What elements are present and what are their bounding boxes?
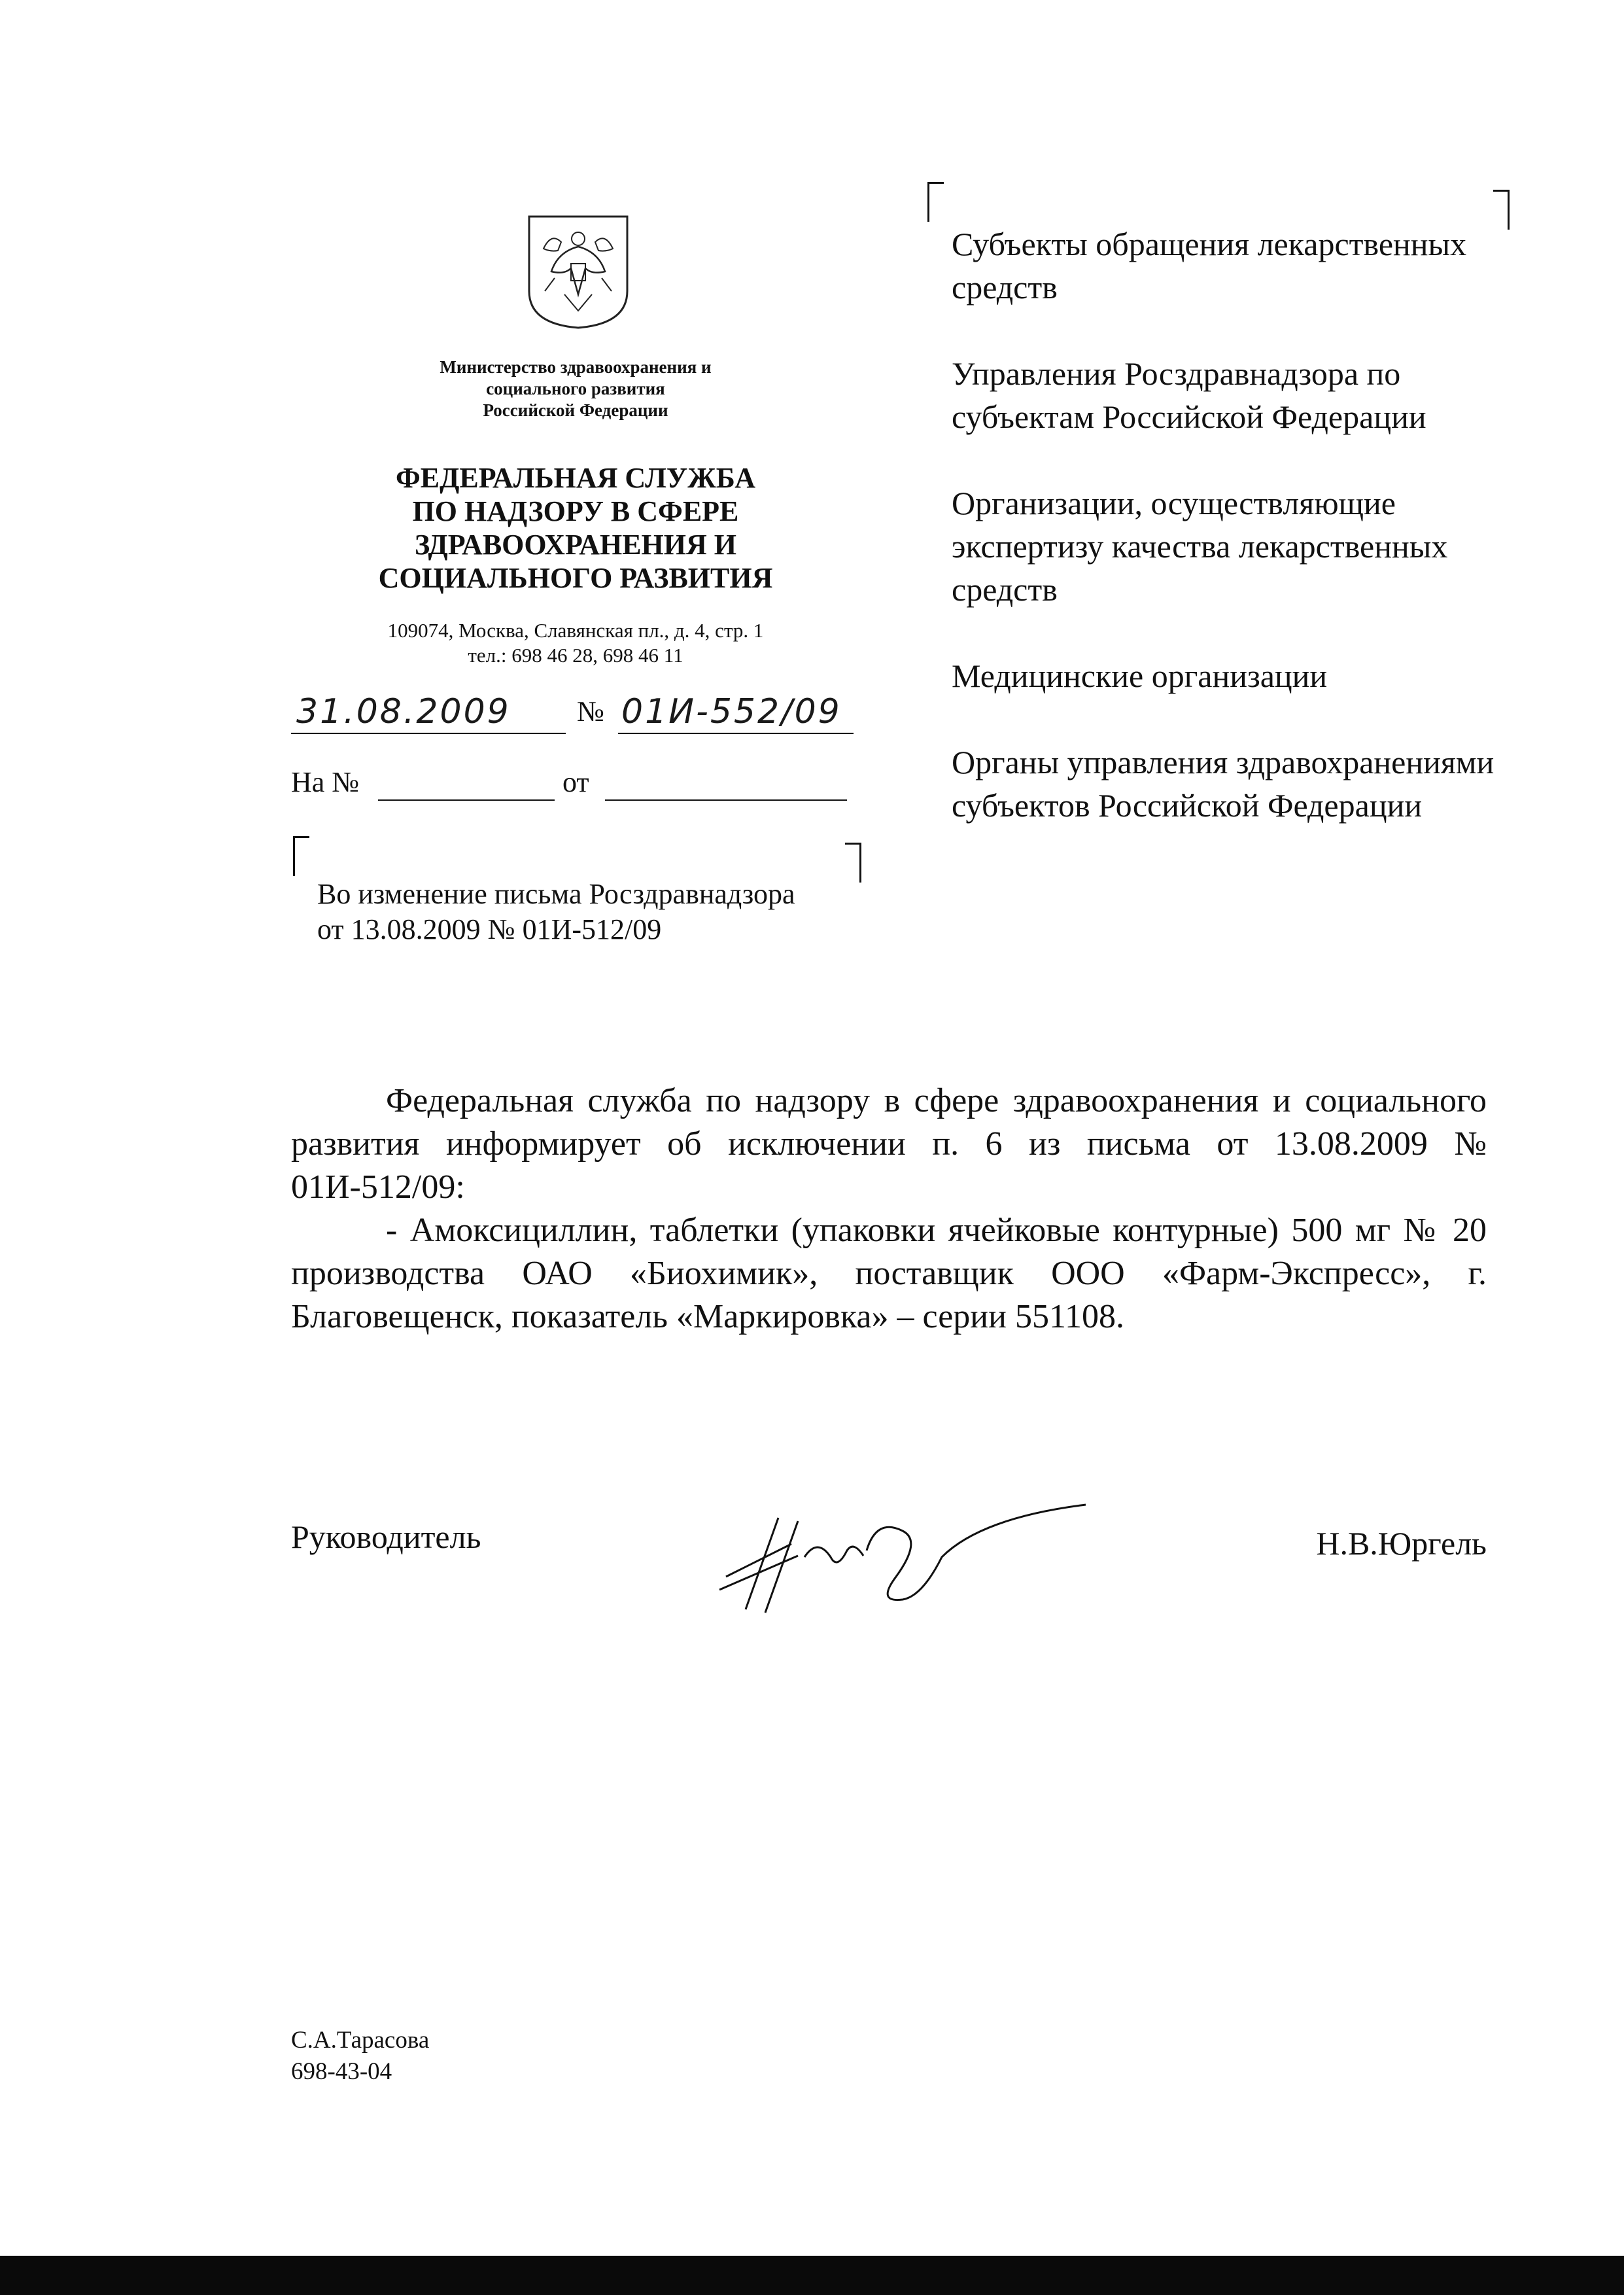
signatory-position: Руководитель (291, 1518, 481, 1555)
body-paragraph: Федеральная служба по надзору в сфере здравоохранения и социального развития информирует об исключении п. 6 из письма от 13.08.2009 № 01И-512/09: (291, 1082, 1487, 1206)
ref-number-label: На № (291, 766, 360, 798)
executor-info (291, 2025, 429, 2088)
executor-phone: 698-43-04 (291, 2058, 392, 2085)
ref-number-blank (378, 765, 555, 801)
reg-date-field (291, 687, 566, 734)
scan-edge (0, 2256, 1624, 2295)
agency-address (327, 618, 824, 668)
recipients-list (952, 222, 1540, 870)
signatory-name: Н.В.Юргель (1316, 1525, 1487, 1562)
reg-date: 31.08.2009 (296, 692, 511, 731)
recipient: Медицинские организации (952, 657, 1328, 694)
executor-name: С.А.Тарасова (291, 2027, 430, 2054)
ministry-name: Министерство здравоохранения и социального развития Российской Федерации (440, 357, 712, 420)
handwritten-signature (706, 1479, 1099, 1622)
reg-number-field (618, 687, 854, 734)
reg-number: 01И-552/09 (621, 692, 842, 731)
recipients-bracket-left (927, 182, 944, 222)
coat-of-arms-emblem (525, 213, 631, 330)
phone-line: тел.: 698 46 28, 698 46 11 (468, 644, 683, 667)
letter-body (291, 1079, 1487, 1339)
letter-subject: Во изменение письма Росздравнадзора от 13.08.2009 № 01И-512/09 (317, 878, 795, 945)
reg-number-label: № (577, 695, 604, 727)
ref-date-blank (605, 765, 847, 801)
ref-from-label: от (562, 766, 589, 798)
recipient: Организации, осуществляющие экспертизу качества лекарственных средств (952, 485, 1448, 608)
subject-bracket-left (293, 836, 309, 876)
recipient: Управления Росздравнадзора по субъектам Российской Федерации (952, 355, 1426, 435)
recipient: Субъекты обращения лекарственных средств (952, 226, 1467, 306)
body-paragraph: - Амоксициллин, таблетки (упаковки ячейковые контурные) 500 мг № 20 производства ОАО «Биохимик», поставщик ООО «Фарм-Экспресс», г. Благовещенск, показатель «Маркировка» – серии 551108. (291, 1212, 1487, 1335)
recipient: Органы управления здравохранениями субъектов Российской Федерации (952, 744, 1494, 824)
agency-name: ФЕДЕРАЛЬНАЯ СЛУЖБА ПО НАДЗОРУ В СФЕРЕ ЗДРАВООХРАНЕНИЯ И СОЦИАЛЬНОГО РАЗВИТИЯ (378, 462, 773, 594)
address-line: 109074, Москва, Славянская пл., д. 4, стр. 1 (387, 619, 764, 642)
